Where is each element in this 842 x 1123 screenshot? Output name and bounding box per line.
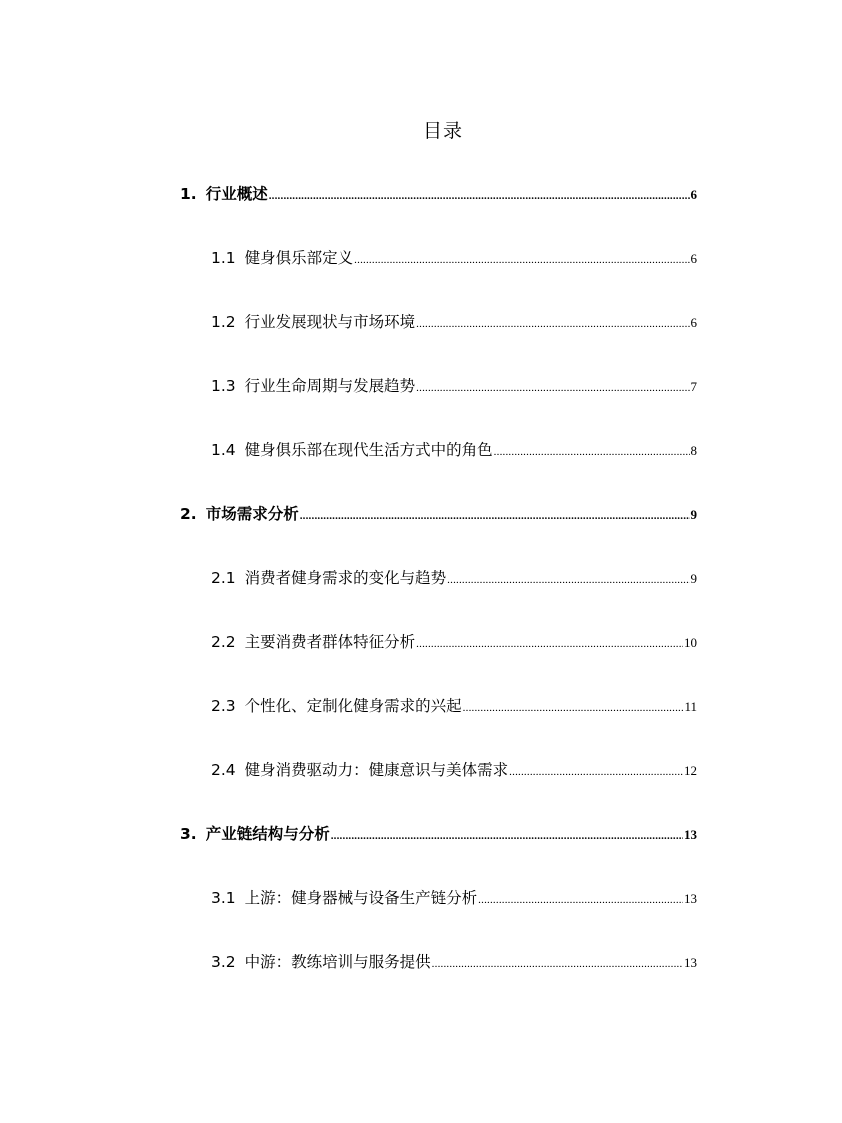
toc-entry-text: 行业生命周期与发展趋势: [244, 377, 416, 395]
toc-entry-page: 6: [690, 251, 697, 266]
toc-entry-text: 健身消费驱动力：健康意识与美体需求: [244, 761, 509, 779]
toc-entry-number: 3.1: [211, 889, 236, 907]
toc-entry-page: 6: [690, 315, 697, 330]
toc-entry-number: 1.1: [211, 249, 236, 267]
toc-entry-page: 11: [684, 699, 697, 714]
toc-dot-leader: [300, 510, 690, 522]
toc-entry-page: 6: [690, 187, 697, 202]
toc-dot-leader: [463, 702, 684, 714]
toc-dot-leader: [432, 958, 683, 970]
toc-entry-text: 上游：健身器械与设备生产链分析: [244, 889, 478, 907]
toc-entry-number: 2.3: [211, 697, 236, 715]
toc-entry-text: 产业链结构与分析: [205, 825, 330, 843]
toc-entry-number: 2.: [180, 505, 197, 523]
toc-entry-number: 3.: [180, 825, 197, 843]
toc-dot-leader: [269, 190, 690, 202]
toc-dot-leader: [331, 830, 683, 842]
toc-entry-number: 2.1: [211, 569, 236, 587]
toc-entry-3-1[interactable]: [211, 886, 697, 914]
toc-entry-number: 3.2: [211, 953, 236, 971]
toc-entry-text: 健身俱乐部在现代生活方式中的角色: [244, 441, 493, 459]
toc-entry-page: 9: [690, 507, 697, 522]
toc-entry-page: 13: [684, 827, 697, 842]
toc-entry-text: 个性化、定制化健身需求的兴起: [244, 697, 462, 715]
toc-entry-2-1[interactable]: [211, 566, 697, 594]
toc-entry-text: 消费者健身需求的变化与趋势: [244, 569, 447, 587]
toc-entry-page: 10: [684, 635, 697, 650]
toc-entry-text: 中游：教练培训与服务提供: [244, 953, 431, 971]
toc-entry-text: 市场需求分析: [205, 505, 299, 523]
toc-entry-1-2[interactable]: [211, 310, 697, 338]
toc-entry-1-1[interactable]: [211, 246, 697, 274]
toc-dot-leader: [494, 446, 690, 458]
toc-entry-1-3[interactable]: [211, 374, 697, 402]
toc-entry-number: 2.2: [211, 633, 236, 651]
toc-entry-number: 2.4: [211, 761, 236, 779]
toc-entry-2-3[interactable]: [211, 694, 697, 722]
toc-entry-page: 12: [684, 763, 697, 778]
toc-entry-number: 1.2: [211, 313, 236, 331]
toc-entry-text: 行业发展现状与市场环境: [244, 313, 416, 331]
toc-dot-leader: [478, 894, 683, 906]
toc-entry-2-4[interactable]: [211, 758, 697, 786]
toc-entry-3[interactable]: [180, 822, 697, 850]
toc-entry-number: 1.: [180, 185, 197, 203]
toc-entry-page: 13: [684, 891, 697, 906]
toc-dot-leader: [416, 382, 689, 394]
toc-dot-leader: [354, 254, 689, 266]
toc-dot-leader: [416, 318, 689, 330]
toc-entry-3-2[interactable]: [211, 950, 697, 978]
toc-title: 目录: [422, 120, 463, 142]
toc-entry-1[interactable]: [180, 182, 697, 210]
toc-entry-1-4[interactable]: [211, 438, 697, 466]
toc-entry-page: 13: [684, 955, 697, 970]
toc-dot-leader: [509, 766, 683, 778]
toc-entry-2[interactable]: [180, 502, 697, 530]
toc-entry-text: 健身俱乐部定义: [244, 249, 354, 267]
toc-entry-page: 8: [690, 443, 697, 458]
toc-entry-2-2[interactable]: [211, 630, 697, 658]
toc-entry-number: 1.4: [211, 441, 236, 459]
toc-entry-page: 7: [690, 379, 697, 394]
toc-entry-number: 1.3: [211, 377, 236, 395]
toc-dot-leader: [447, 574, 689, 586]
toc-entry-text: 行业概述: [205, 185, 268, 203]
toc-entry-page: 9: [690, 571, 697, 586]
toc-dot-leader: [416, 638, 683, 650]
toc-entry-text: 主要消费者群体特征分析: [244, 633, 416, 651]
